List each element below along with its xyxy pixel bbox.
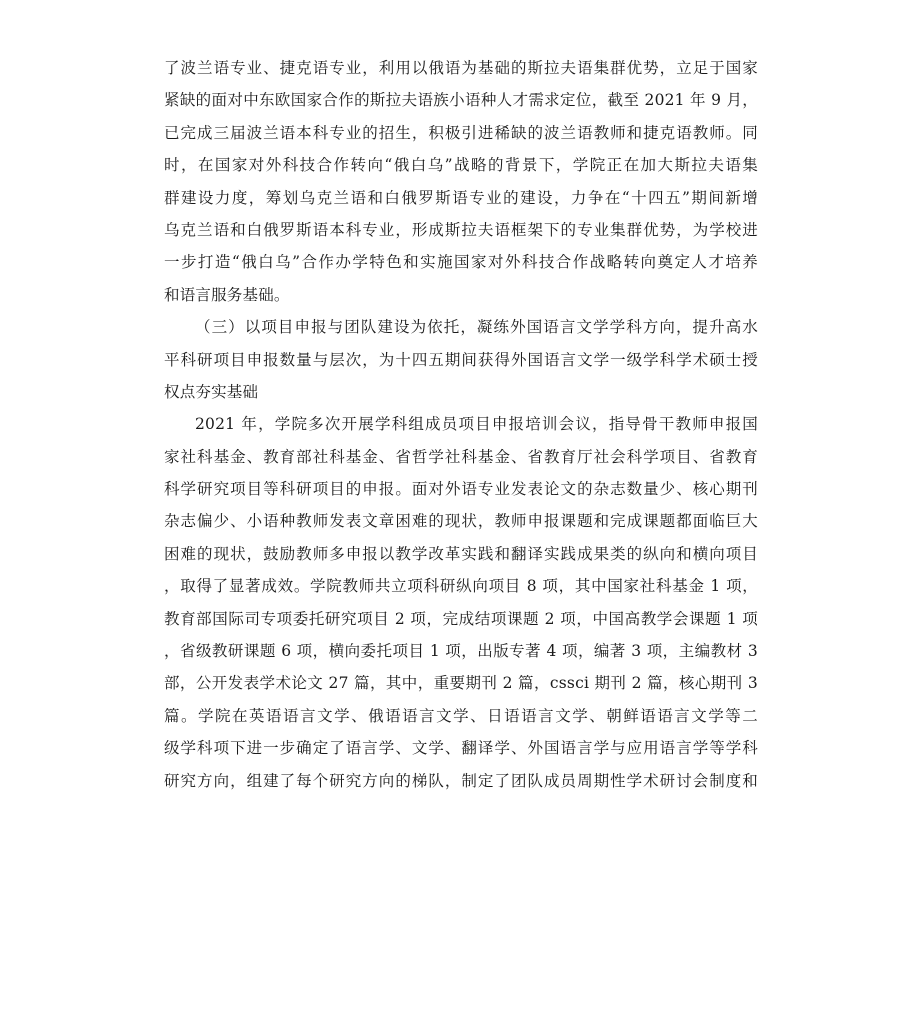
text-line: 研究方向，组建了每个研究方向的梯队，制定了团队成员周期性学术研讨会制度和 (164, 771, 758, 790)
text-line: 乌克兰语和白俄罗斯语本科专业，形成斯拉夫语框架下的专业集群优势，为学校进 (164, 220, 758, 239)
text-line: 紧缺的面对中东欧国家合作的斯拉夫语族小语种人才需求定位，截至 2021 年 9 月， (164, 91, 758, 110)
heading-line: 权点夯实基础 (164, 382, 259, 401)
text-line: 已完成三届波兰语本科专业的招生，积极引进稀缺的波兰语教师和捷克语教师。同 (164, 123, 758, 142)
text-line: 杂志偏少、小语种教师发表文章困难的现状，教师申报课题和完成课题都面临巨大 (164, 512, 758, 531)
text-line: 级学科项下进一步确定了语言学、文学、翻译学、外国语言学与应用语言学等学科 (164, 739, 758, 758)
text-line: ，取得了显著成效。学院教师共立项科研纵向项目 8 项，其中国家社科基金 1 项， (164, 577, 758, 596)
text-line: 了波兰语专业、捷克语专业，利用以俄语为基础的斯拉夫语集群优势，立足于国家 (164, 59, 758, 77)
paragraph-slavic-language-cluster (164, 52, 758, 311)
text-line: 教育部国际司专项委托研究项目 2 项，完成结项课题 2 项，中国高教学会课题 1 项 (164, 609, 758, 628)
text-line: 科学研究项目等科研项目的申报。面对外语专业发表论文的杂志数量少、核心期刊 (164, 480, 758, 499)
text-line: 2021 年，学院多次开展学科组成员项目申报培训会议，指导骨干教师申报国 (195, 415, 758, 434)
section-heading-three (164, 311, 758, 408)
document-page (164, 52, 758, 797)
text-line: 困难的现状，鼓励教师多申报以教学改革实践和翻译实践成果类的纵向和横向项目 (164, 544, 758, 563)
text-line: 群建设力度，筹划乌克兰语和白俄罗斯语专业的建设，力争在“十四五”期间新增 (164, 188, 758, 207)
text-line: 家社科基金、教育部社科基金、省哲学社科基金、省教育厅社会科学项目、省教育 (164, 447, 758, 466)
text-line: 一步打造“俄白乌”合作办学特色和实施国家对外科技合作战略转向奠定人才培养 (164, 253, 758, 272)
text-line: 时，在国家对外科技合作转向“俄白乌”战略的背景下，学院正在加大斯拉夫语集 (164, 156, 758, 175)
text-line: 部，公开发表学术论文 27 篇，其中，重要期刊 2 篇，cssci 期刊 2 篇，核心期刊 3 (164, 674, 758, 693)
paragraph-project-applications (164, 408, 758, 797)
heading-line: 平科研项目申报数量与层次，为十四五期间获得外国语言文学一级学科学术硕士授 (164, 350, 758, 369)
text-line: ，省级教研课题 6 项，横向委托项目 1 项，出版专著 4 项，编著 3 项，主编教材 3 (164, 642, 758, 661)
heading-line: （三）以项目申报与团队建设为依托，凝练外国语言文学学科方向，提升高水 (195, 318, 758, 337)
text-line: 篇。学院在英语语言文学、俄语语言文学、日语语言文学、朝鲜语语言文学等二 (164, 706, 758, 725)
text-line: 和语言服务基础。 (164, 285, 290, 304)
